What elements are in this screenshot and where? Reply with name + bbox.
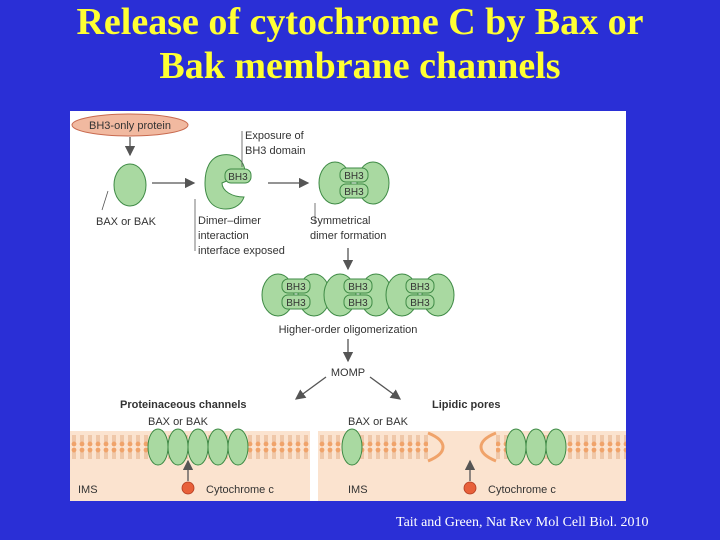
pore-lipid-bilayer-left (318, 433, 428, 461)
bh3-domain-label-5: BH3 (286, 298, 306, 309)
activated-monomer (195, 130, 306, 257)
bax-or-bak-label-3: BAX or BAK (348, 416, 408, 428)
symmetrical-label-line-1: Symmetrical (310, 215, 371, 227)
bax-or-bak-label-1: BAX or BAK (96, 216, 156, 228)
bax-bak-pathway-diagram (70, 111, 626, 501)
arrow-to-pores (370, 377, 400, 399)
bh3-domain-label-8: BH3 (410, 282, 430, 293)
cytochrome-c-label-1: Cytochrome c (206, 484, 274, 496)
bax-or-bak-label-2: BAX or BAK (148, 416, 208, 428)
bh3-domain-label-9: BH3 (410, 298, 430, 309)
cytochrome-c-dot-2 (464, 482, 476, 494)
dimer-label-line-2: interaction (198, 230, 249, 242)
bh3-only-protein (72, 114, 188, 136)
cytochrome-c-dot-1 (182, 482, 194, 494)
bax-bak-monomer (96, 164, 157, 228)
ims-label-1: IMS (78, 484, 98, 496)
proteinaceous-channels-panel (70, 399, 310, 501)
bh3-domain-label-1: BH3 (228, 172, 248, 183)
slide-title (0, 0, 720, 88)
exposure-label-line-2: BH3 domain (245, 145, 306, 157)
citation: Tait and Green, Nat Rev Mol Cell Biol. 2010 (396, 515, 649, 530)
symmetrical-label-line-2: dimer formation (310, 230, 387, 242)
ims-label-2: IMS (348, 484, 368, 496)
bh3-domain-label-2: BH3 (344, 171, 364, 182)
title-line-1: Release of cytochrome C by Bax or (76, 1, 644, 43)
bh3-domain-label-4: BH3 (286, 282, 306, 293)
title-line-2: Bak membrane channels (159, 45, 561, 87)
bh3-domain-label-6: BH3 (348, 282, 368, 293)
dimer-label-line-1: Dimer–dimer (198, 215, 261, 227)
bh3-domain-label-3: BH3 (344, 187, 364, 198)
exposure-label-line-1: Exposure of (245, 130, 304, 142)
momp-label: MOMP (330, 367, 366, 379)
cytochrome-c-label-2: Cytochrome c (488, 484, 556, 496)
higher-order-oligomer (262, 274, 454, 336)
dimer-label-line-3: interface exposed (198, 245, 285, 257)
lipidic-pores-heading: Lipidic pores (432, 399, 501, 411)
bh3-only-protein-label: BH3-only protein (89, 120, 171, 132)
figure-panel (70, 111, 626, 501)
higher-order-label: Higher-order oligomerization (278, 324, 418, 336)
symmetrical-dimer (310, 162, 389, 242)
proteinaceous-channels-heading: Proteinaceous channels (120, 399, 247, 411)
bh3-domain-label-7: BH3 (348, 298, 368, 309)
arrow-to-channels (296, 377, 326, 399)
lipidic-pores-panel (318, 399, 626, 501)
